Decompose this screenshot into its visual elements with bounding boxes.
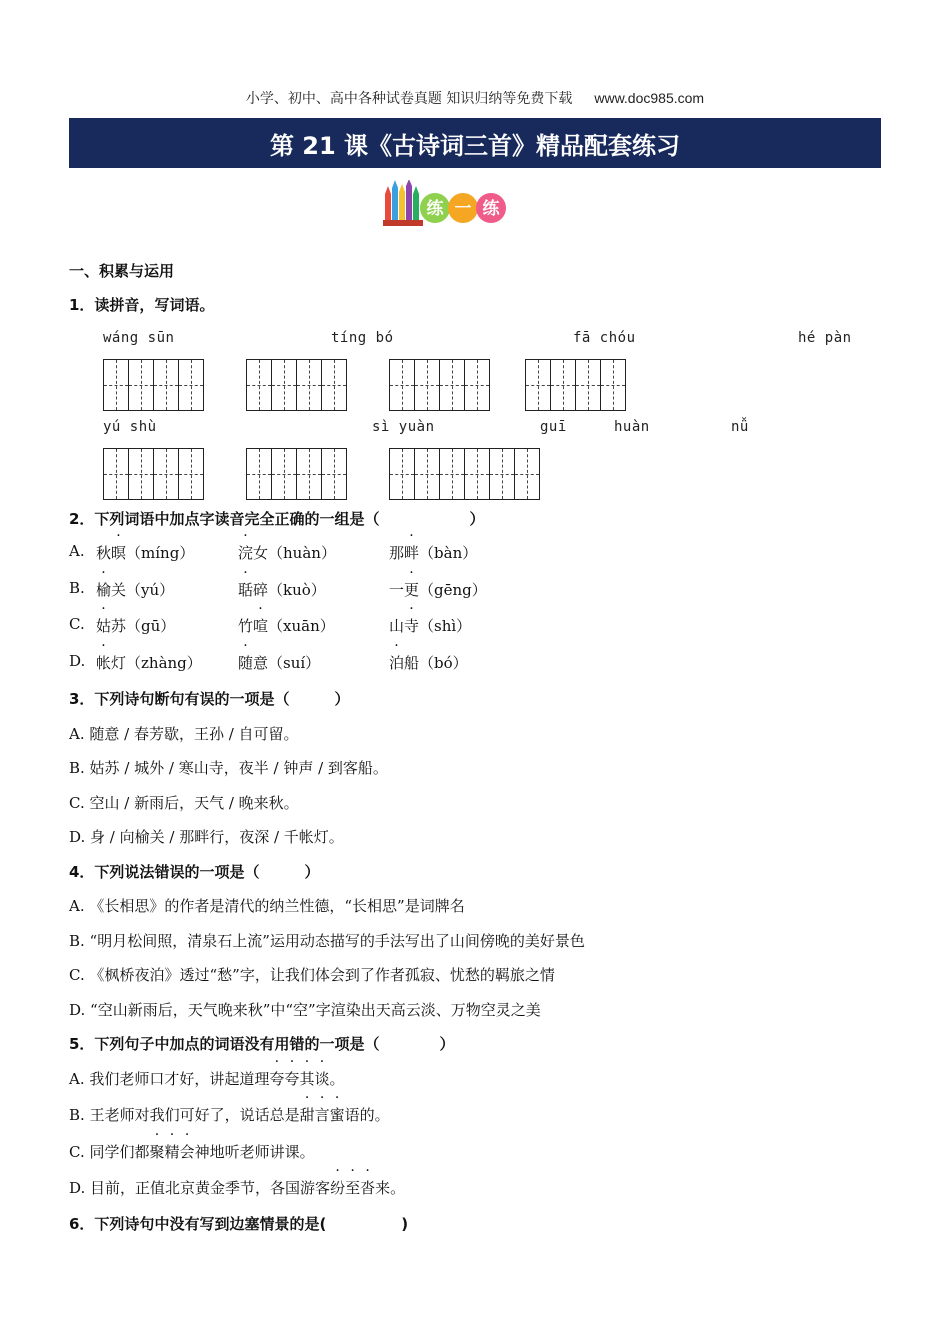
option-a[interactable]: A. 我们老师口才好，讲起道理夸夸其谈。 bbox=[69, 1070, 345, 1088]
section-heading: 一、积累与运用 bbox=[69, 262, 175, 280]
practice-badge bbox=[383, 180, 513, 230]
dotted-word: 夸夸其谈 bbox=[269, 1070, 330, 1088]
pinyin: yú shù bbox=[103, 419, 157, 435]
option-c[interactable]: C. 《枫桥夜泊》透过“愁”字，让我们体会到了作者孤寂、忧愁的羁旅之情 bbox=[69, 966, 555, 984]
dotted-word: 纷至沓 bbox=[330, 1179, 376, 1197]
option-item[interactable]: 山寺（shì） bbox=[389, 617, 472, 635]
pinyin: nǚ bbox=[731, 419, 749, 435]
option-item[interactable]: 泊船（bó） bbox=[389, 654, 468, 672]
option-item[interactable]: 一更（gēng） bbox=[389, 581, 487, 599]
site-url[interactable]: www.doc985.com bbox=[594, 90, 705, 106]
pinyin: sì yuàn bbox=[372, 419, 435, 435]
option-b[interactable]: B. “明月松间照，清泉石上流”运用动态描写的手法写出了山间傍晚的美好景色 bbox=[69, 932, 585, 950]
writing-grid[interactable] bbox=[246, 359, 347, 411]
question-2-stem: 2．下列词语中加点字读音完全正确的一组是（ ） bbox=[69, 510, 485, 528]
dotted-word: 聚精会 bbox=[149, 1143, 195, 1161]
option-d[interactable]: D. 身 / 向榆关 / 那畔行，夜深 / 千帐灯。 bbox=[69, 828, 344, 846]
question-6-stem: 6．下列诗句中没有写到边塞情景的是( ) bbox=[69, 1215, 409, 1233]
pinyin: guī bbox=[540, 419, 567, 435]
question-5-stem: 5．下列句子中加点的词语没有用错的一项是（ ） bbox=[69, 1035, 455, 1053]
option-label[interactable]: D. bbox=[69, 652, 86, 670]
option-c[interactable]: C. 空山 / 新雨后，天气 / 晚来秋。 bbox=[69, 794, 299, 812]
option-item[interactable]: 浣女（huàn） bbox=[238, 544, 336, 562]
question-3-stem: 3．下列诗句断句有误的一项是（ ） bbox=[69, 690, 350, 708]
dotted-word: 甜言蜜 bbox=[299, 1106, 345, 1124]
question-1-stem: 1．读拼音，写词语。 bbox=[69, 296, 215, 314]
option-label[interactable]: C. bbox=[69, 615, 85, 633]
option-item[interactable]: 那畔（bàn） bbox=[389, 544, 478, 562]
pinyin: fā chóu bbox=[573, 330, 636, 346]
option-item[interactable]: 帐灯（zhàng） bbox=[96, 654, 202, 672]
option-label[interactable]: A. bbox=[69, 542, 85, 560]
page-title: 第 21 课《古诗词三首》精品配套练习 bbox=[69, 118, 881, 168]
option-d[interactable]: D. “空山新雨后，天气晚来秋”中“空”字渲染出天高云淡、万物空灵之美 bbox=[69, 1001, 541, 1019]
option-item[interactable]: 竹喧（xuān） bbox=[238, 617, 335, 635]
writing-grid[interactable] bbox=[389, 448, 540, 500]
option-a[interactable]: A. 《长相思》的作者是清代的纳兰性德，“长相思”是词牌名 bbox=[69, 897, 465, 915]
writing-grid[interactable] bbox=[389, 359, 490, 411]
option-item[interactable]: 聒碎（kuò） bbox=[238, 581, 326, 599]
pinyin: hé pàn bbox=[798, 330, 852, 346]
pencils-icon bbox=[383, 180, 423, 226]
option-item[interactable]: 秋暝（míng） bbox=[96, 544, 195, 562]
writing-grid[interactable] bbox=[246, 448, 347, 500]
site-header-text: 小学、初中、高中各种试卷真题 知识归纳等免费下载 bbox=[245, 91, 573, 107]
badge-char-3: 练 bbox=[482, 199, 500, 219]
option-d[interactable]: D. 目前，正值北京黄金季节，各国游客纷至沓来。 bbox=[69, 1179, 406, 1197]
question-4-stem: 4．下列说法错误的一项是（ ） bbox=[69, 863, 320, 881]
option-c[interactable]: C. 同学们都聚精会神地听老师讲课。 bbox=[69, 1143, 315, 1161]
option-item[interactable]: 榆关（yú） bbox=[96, 581, 175, 599]
writing-grid[interactable] bbox=[103, 359, 204, 411]
option-b[interactable]: B. 姑苏 / 城外 / 寒山寺，夜半 / 钟声 / 到客船。 bbox=[69, 759, 388, 777]
pinyin: wáng sūn bbox=[103, 330, 175, 346]
site-header bbox=[0, 88, 950, 108]
option-label[interactable]: B. bbox=[69, 579, 85, 597]
pinyin: tíng bó bbox=[331, 330, 394, 346]
option-item[interactable]: 姑苏（gū） bbox=[96, 617, 176, 635]
pinyin: huàn bbox=[614, 419, 650, 435]
badge-char-2: 一 bbox=[454, 199, 472, 219]
option-item[interactable]: 随意（suí） bbox=[238, 654, 321, 672]
option-b[interactable]: B. 王老师对我们可好了，说话总是甜言蜜语的。 bbox=[69, 1106, 390, 1124]
writing-grid[interactable] bbox=[103, 448, 204, 500]
option-a[interactable]: A. 随意 / 春芳歇，王孙 / 自可留。 bbox=[69, 725, 299, 743]
writing-grid[interactable] bbox=[525, 359, 626, 411]
badge-char-1: 练 bbox=[426, 199, 444, 219]
